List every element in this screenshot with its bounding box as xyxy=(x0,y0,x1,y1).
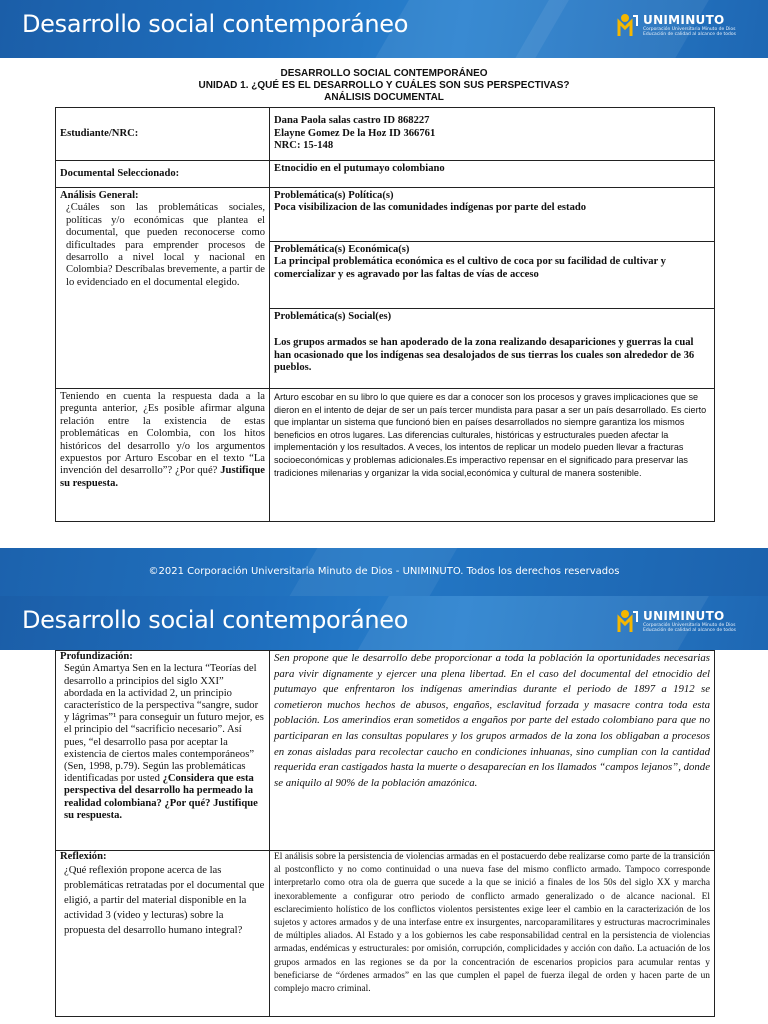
deep-answer: Sen propone que le desarrollo debe proporcionar a toda la población la oportunidades necesarias para vivir dignamente y ejercer una plena libertad. En el caso del documental del etnocidio del putumayo que enfrentaron los indígenas amerindias durante el periodo de 1897 a 1912 se cometieron muchos hechos de abusos, engaños, esclavitud forzada y masacre contra toda esta población. Los amerindios eran sometidos a engaños por parte del estado colombiano para que no participaran en las consultas populares y los grupos armados de la zona los obligaban a procesos en zonas aisladas para recolectar caucho en condiciones inhuanas, sino cumplian con la cantidad requerida eran castigados hasta la muerte o desaparecían en los llamados “campos lejanos”, donde se aniquilo al 90% de la población amazónica. xyxy=(274,652,710,789)
logo-subtitle-1-2: Corporación Universitaria Minuto de Dios xyxy=(643,623,736,628)
social-cell xyxy=(270,309,715,389)
reflection-question-cell xyxy=(56,851,270,1017)
logo-subtitle-2-2: Educación de calidad al alcance de todos xyxy=(643,628,736,633)
reflection-table xyxy=(55,650,715,1017)
deep-question: Según Amartya Sen en la lectura “Teorías del desarrollo a principios del siglo XXI” abordada en la actividad 2, un principio característico de la perspectiva “sangre, sudor y lágrimas”¹ para conseguir un futuro mejor, es el principio del “sacrificio necesario”. Así pues, “el desarrollo pasa por aceptar la existencia de ciertos males contemporáneos” (Sen, 1998, p.79). Según las problemáticas identificadas por usted xyxy=(64,663,264,785)
header-banner xyxy=(0,0,768,58)
banner-title: Desarrollo social contemporáneo xyxy=(22,10,409,38)
analysis-title: Análisis General: xyxy=(60,190,139,201)
student-line-3: NRC: 15-148 xyxy=(274,140,334,152)
political-cell xyxy=(270,188,715,242)
footer-band xyxy=(0,548,768,596)
reflection-answer: El análisis sobre la persistencia de violencias armadas en el postacuerdo debe realizarse como parte de la transición al postconflicto y no como continuidad o una nueva fase del mismo conflicto armado. Tampoco corresponde interpretarlo como otra ola de guerra que sucede a la que se inició a finales de los 50s del siglo XX y marcha inexorablemente a configurar otro periodo de conflicto armado generalizado o de alcance nacional. El esclarecimiento holístico de los conflictos violentos persistentes exige leer el cambio en la caracterización de los sujetos y actores armados y de una interfase entre ex insurgentes, narcoparamilitares y estructuras macrocriminales de múltiples aliados. Al Estado y a los gobiernos les cabe responsabilidad central en la persistencia de violencias armadas, endémicas y estructurales: por omisión, corrupción, complicidades y acción con daño. La actuación de los grupos armados en las regiones se da por la concentración de escenarios propicios para acumular rentas y beneficiarse de “órdenes armados” en las que cumplen el papel de fuerza ilegal de orden y hacen parte de un complejo macro criminal. xyxy=(274,852,710,995)
heading-line-1: DESARROLLO SOCIAL CONTEMPORÁNEO xyxy=(280,68,488,79)
escobar-question-cell xyxy=(56,389,270,522)
documental-label: Documental Seleccionado: xyxy=(60,167,180,179)
student-label-cell xyxy=(56,108,270,161)
document-heading xyxy=(0,68,768,104)
header-banner-2 xyxy=(0,596,768,650)
copyright-text: ©2021 Corporación Universitaria Minuto de Dios - UNIMINUTO. Todos los derechos reservados xyxy=(148,566,620,577)
political-text: Poca visibilizacion de las comunidades indígenas por parte del estado xyxy=(274,202,587,214)
documental-value: Etnocidio en el putumayo colombiano xyxy=(274,163,445,174)
economic-text: La principal problemática económica es el cultivo de coca por su facilidad de cultivar y comercializar y es agravado por las faltas de vías de acceso xyxy=(274,256,666,280)
heading-line-3: ANÁLISIS DOCUMENTAL xyxy=(324,92,444,103)
economic-cell xyxy=(270,242,715,309)
uniminuto-logo xyxy=(617,12,736,38)
deep-question-bold: ¿Considera que esta perspectiva del desarrollo ha permeado la realidad colombiana? ¿Por qué? Justifique su respuesta. xyxy=(64,773,258,821)
deep-question-block xyxy=(60,663,265,822)
reflection-answer-cell xyxy=(270,851,715,1017)
social-text: Los grupos armados se han apoderado de la zona realizando desapariciones y guerras la cual han ocasionado que los indígenas sea desalojados de sus tierras los cuales son alrededor de 36 pueblos. xyxy=(274,337,695,374)
uniminuto-logo-2 xyxy=(617,608,736,634)
escobar-question-bold: Justifique su respuesta. xyxy=(60,465,265,489)
student-value-cell xyxy=(270,108,715,161)
logo-mark-icon xyxy=(617,12,639,38)
banner-title-2: Desarrollo social contemporáneo xyxy=(22,606,409,634)
analysis-table xyxy=(55,107,715,522)
political-title: Problemática(s) Política(s) xyxy=(274,190,394,201)
analysis-question: ¿Cuáles son las problemáticas sociales, políticas y/o económicas que plantea el documental, que pueden reconocerse como dificultades para emprender procesos de desarrollo a nivel local y nacional en Colombia? Descríbalas brevemente, a partir de lo evidenciado en el documental elegido. xyxy=(66,202,265,288)
student-line-2: Elayne Gomez De la Hoz ID 366761 xyxy=(274,127,436,139)
analysis-question-cell xyxy=(56,188,270,389)
student-line-1: Dana Paola salas castro ID 868227 xyxy=(274,115,430,127)
escobar-answer-cell xyxy=(270,389,715,522)
escobar-question: Teniendo en cuenta la respuesta dada a la pregunta anterior, ¿Es posible afirmar alguna relación entre la existencia de estas problemáticas en Colombia, con los hitos históricos del desarrollo y/o los argumentos expuestos por Arturo Escobar en el texto “La invención del desarrollo”? ¿Por qué? xyxy=(60,391,265,477)
student-label: Estudiante/NRC: xyxy=(60,127,139,139)
logo-subtitle-1: Corporación Universitaria Minuto de Dios xyxy=(643,27,736,32)
doc-label-cell xyxy=(56,161,270,188)
heading-line-2: UNIDAD 1. ¿QUÉ ES EL DESARROLLO Y CUÁLES SON SUS PERSPECTIVAS? xyxy=(198,80,570,91)
deep-answer-cell xyxy=(270,651,715,851)
deep-title: Profundización: xyxy=(60,651,133,662)
escobar-answer: Arturo escobar en su libro lo que quiere es dar a conocer son los procesos y graves implicaciones que se dieron en el intento de dejar de ser un país tercer mundista para pasar a ser un país desarrollado. Es cierto que implantar un sistema que funcionó bien en países desarrollados no siempre garantiza los mismos beneficios en otros lugares. Las diferencias culturales, históricas y estructurales pueden afectar la implementación y los resultados. A veces, los intentos de replicar un modelo pueden llevar a fracturas socioeconómicas y problemas adicionales.Es imperactivo repensar en el significado para preservar las tradiciones milenarias y organizar la vida social,económica y cultural de manera sostenible. xyxy=(274,392,707,478)
social-title: Problemática(s) Social(es) xyxy=(274,311,392,322)
logo-name: UNIMINUTO xyxy=(643,13,725,27)
reflection-title: Reflexión: xyxy=(60,851,107,862)
doc-value-cell xyxy=(270,161,715,188)
deep-question-cell xyxy=(56,651,270,851)
reflection-question: ¿Qué reflexión propone acerca de las problemáticas retratadas por el documental que eligió, a partir del material disponible en la actividad 3 (video y lecturas) sobre la propuesta del desarrollo humano integral? xyxy=(64,865,265,937)
logo-name-2: UNIMINUTO xyxy=(643,609,725,623)
logo-subtitle-2: Educación de calidad al alcance de todos xyxy=(643,32,736,37)
logo-mark-icon xyxy=(617,608,639,634)
economic-title: Problemática(s) Económica(s) xyxy=(274,244,410,255)
